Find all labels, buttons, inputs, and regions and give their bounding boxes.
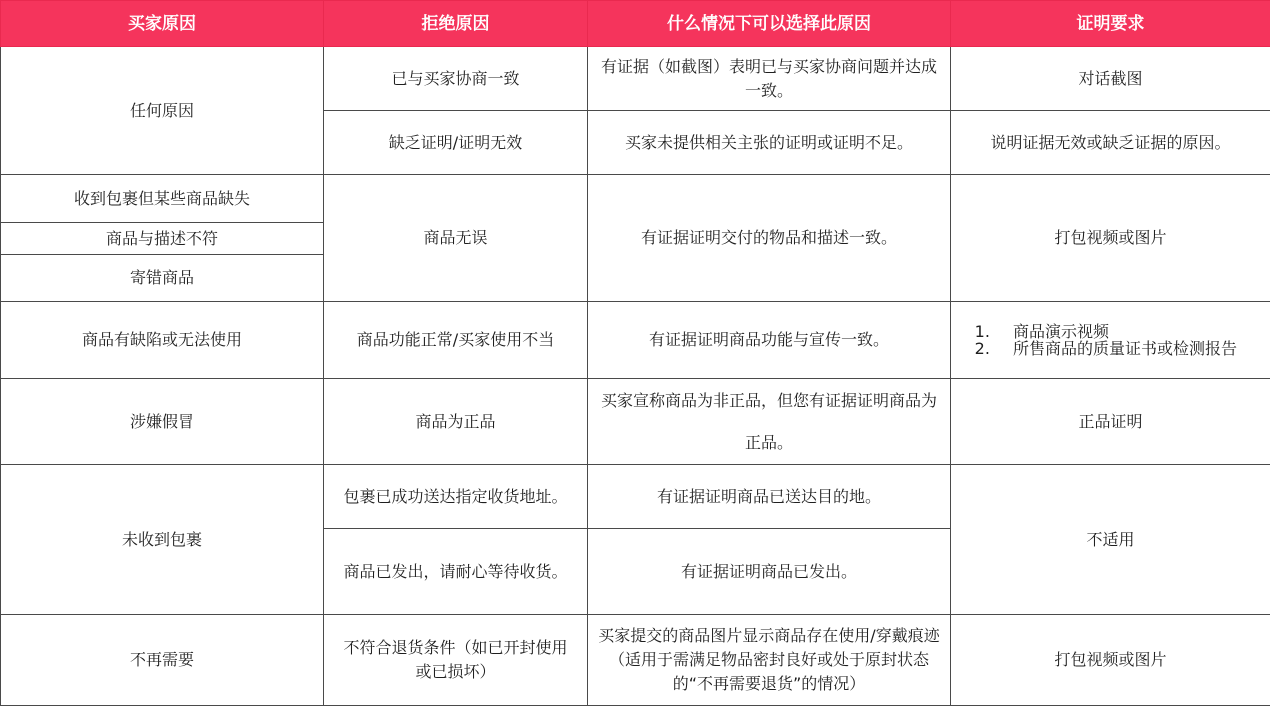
- applicable-case-cell: 有证据证明商品已送达目的地。: [588, 465, 951, 529]
- buyer-reason-cell: 涉嫌假冒: [1, 379, 324, 465]
- applicable-case-cell: 有证据证明交付的物品和描述一致。: [588, 175, 951, 302]
- rejection-reason-cell: 商品已发出，请耐心等待收货。: [324, 529, 588, 615]
- rejection-reason-cell: 商品无误: [324, 175, 588, 302]
- buyer-reason-cell: 寄错商品: [1, 255, 324, 302]
- applicable-case-cell: 有证据证明商品功能与宣传一致。: [588, 302, 951, 379]
- table-row: [1, 379, 1270, 465]
- applicable-case-cell: 买家提交的商品图片显示商品存在使用/穿戴痕迹（适用于需满足物品密封良好或处于原封状态的“不再需要退货”的情况）: [588, 615, 951, 706]
- table-row: [1, 465, 1270, 529]
- table-row: [1, 47, 1270, 111]
- rejection-reason-cell: 缺乏证明/证明无效: [324, 111, 588, 175]
- rejection-reason-cell: 包裹已成功送达指定收货地址。: [324, 465, 588, 529]
- table-header-row: [1, 1, 1270, 47]
- header-buyer-reason: 买家原因: [1, 1, 324, 47]
- table-row: [1, 302, 1270, 379]
- rejection-reason-cell: 已与买家协商一致: [324, 47, 588, 111]
- proof-cell: [951, 302, 1270, 379]
- buyer-reason-cell: 商品与描述不符: [1, 223, 324, 255]
- proof-cell: 不适用: [951, 465, 1270, 615]
- rejection-reason-cell: 商品为正品: [324, 379, 588, 465]
- header-applicable-case: 什么情况下可以选择此原因: [588, 1, 951, 47]
- header-proof-requirement: 证明要求: [951, 1, 1270, 47]
- applicable-case-cell: 有证据证明商品已发出。: [588, 529, 951, 615]
- proof-list: [951, 323, 1260, 357]
- rejection-reason-cell: 商品功能正常/买家使用不当: [324, 302, 588, 379]
- buyer-reason-cell: 商品有缺陷或无法使用: [1, 302, 324, 379]
- table-row: [1, 615, 1270, 706]
- header-rejection-reason: 拒绝原因: [324, 1, 588, 47]
- applicable-case-cell: 买家未提供相关主张的证明或证明不足。: [588, 111, 951, 175]
- proof-cell: 打包视频或图片: [951, 175, 1270, 302]
- table-row: [1, 175, 1270, 223]
- buyer-reason-cell: 不再需要: [1, 615, 324, 706]
- proof-cell: 说明证据无效或缺乏证据的原因。: [951, 111, 1270, 175]
- proof-cell: 打包视频或图片: [951, 615, 1270, 706]
- proof-cell: 对话截图: [951, 47, 1270, 111]
- applicable-case-cell: 有证据（如截图）表明已与买家协商问题并达成一致。: [588, 47, 951, 111]
- buyer-reason-cell: 未收到包裹: [1, 465, 324, 615]
- buyer-reason-cell: 任何原因: [1, 47, 324, 175]
- proof-cell: 正品证明: [951, 379, 1270, 465]
- list-item: 1. 商品演示视频: [995, 323, 1260, 340]
- applicable-case-cell: 买家宣称商品为非正品，但您有证据证明商品为正品。: [588, 379, 951, 465]
- rejection-reason-cell: 不符合退货条件（如已开封使用或已损坏）: [324, 615, 588, 706]
- buyer-reason-cell: 收到包裹但某些商品缺失: [1, 175, 324, 223]
- list-item: 2. 所售商品的质量证书或检测报告: [995, 340, 1260, 357]
